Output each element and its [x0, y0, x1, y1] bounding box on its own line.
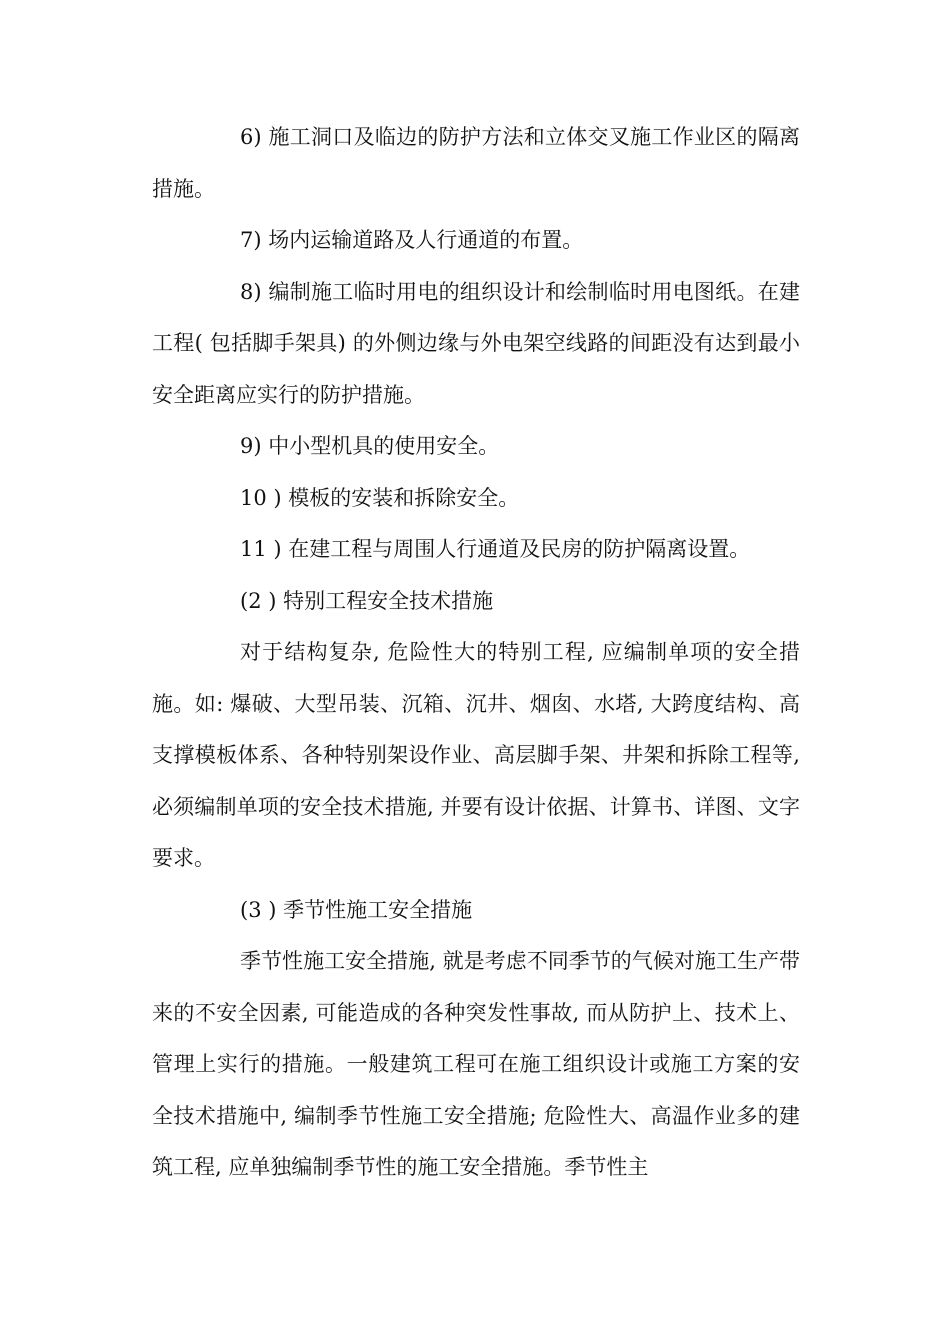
paragraph-item-6: 6) 施工洞口及临边的防护方法和立体交叉施工作业区的隔离措施。 — [152, 125, 800, 201]
paragraph-item-9: 9) 中小型机具的使用安全。 — [240, 434, 500, 458]
section-heading-seasonal: (3 ) 季节性施工安全措施 — [240, 897, 473, 922]
paragraph-special-projects: 对于结构复杂, 危险性大的特别工程, 应编制单项的安全措施。如: 爆破、大型吊装、沉箱、沉井、烟囱、水塔, 大跨度结构、高支撑模板体系、各种特别架设作业、高层脚手架、井架和拆除工程等, 必须编制单项的安全技术措施, 并要有设计依据、计算书、详图、文字要求。 — [152, 640, 800, 870]
paragraph-item-7: 7) 场内运输道路及人行通道的布置。 — [240, 228, 584, 252]
section-heading-special-projects: (2 ) 特别工程安全技术措施 — [240, 588, 494, 613]
paragraph-item-10: 10 ) 模板的安装和拆除安全。 — [240, 485, 520, 510]
document-body — [152, 112, 800, 1194]
paragraph-seasonal: 季节性施工安全措施, 就是考虑不同季节的气候对施工生产带来的不安全因素, 可能造成的各种突发性事故, 而从防护上、技术上、管理上实行的措施。一般建筑工程可在施工组织设计或施工方案的安全技术措施中, 编制季节性施工安全措施; 危险性大、高温作业多的建筑工程, 应单独编制季节性的施工安全措施。季节性主 — [152, 949, 800, 1179]
paragraph-item-8: 8) 编制施工临时用电的组织设计和绘制临时用电图纸。在建工程( 包括脚手架具) 的外侧边缘与外电架空线路的间距没有达到最小安全距离应实行的防护措施。 — [152, 279, 800, 407]
paragraph-item-11: 11 ) 在建工程与周围人行通道及民房的防护隔离设置。 — [240, 537, 751, 561]
